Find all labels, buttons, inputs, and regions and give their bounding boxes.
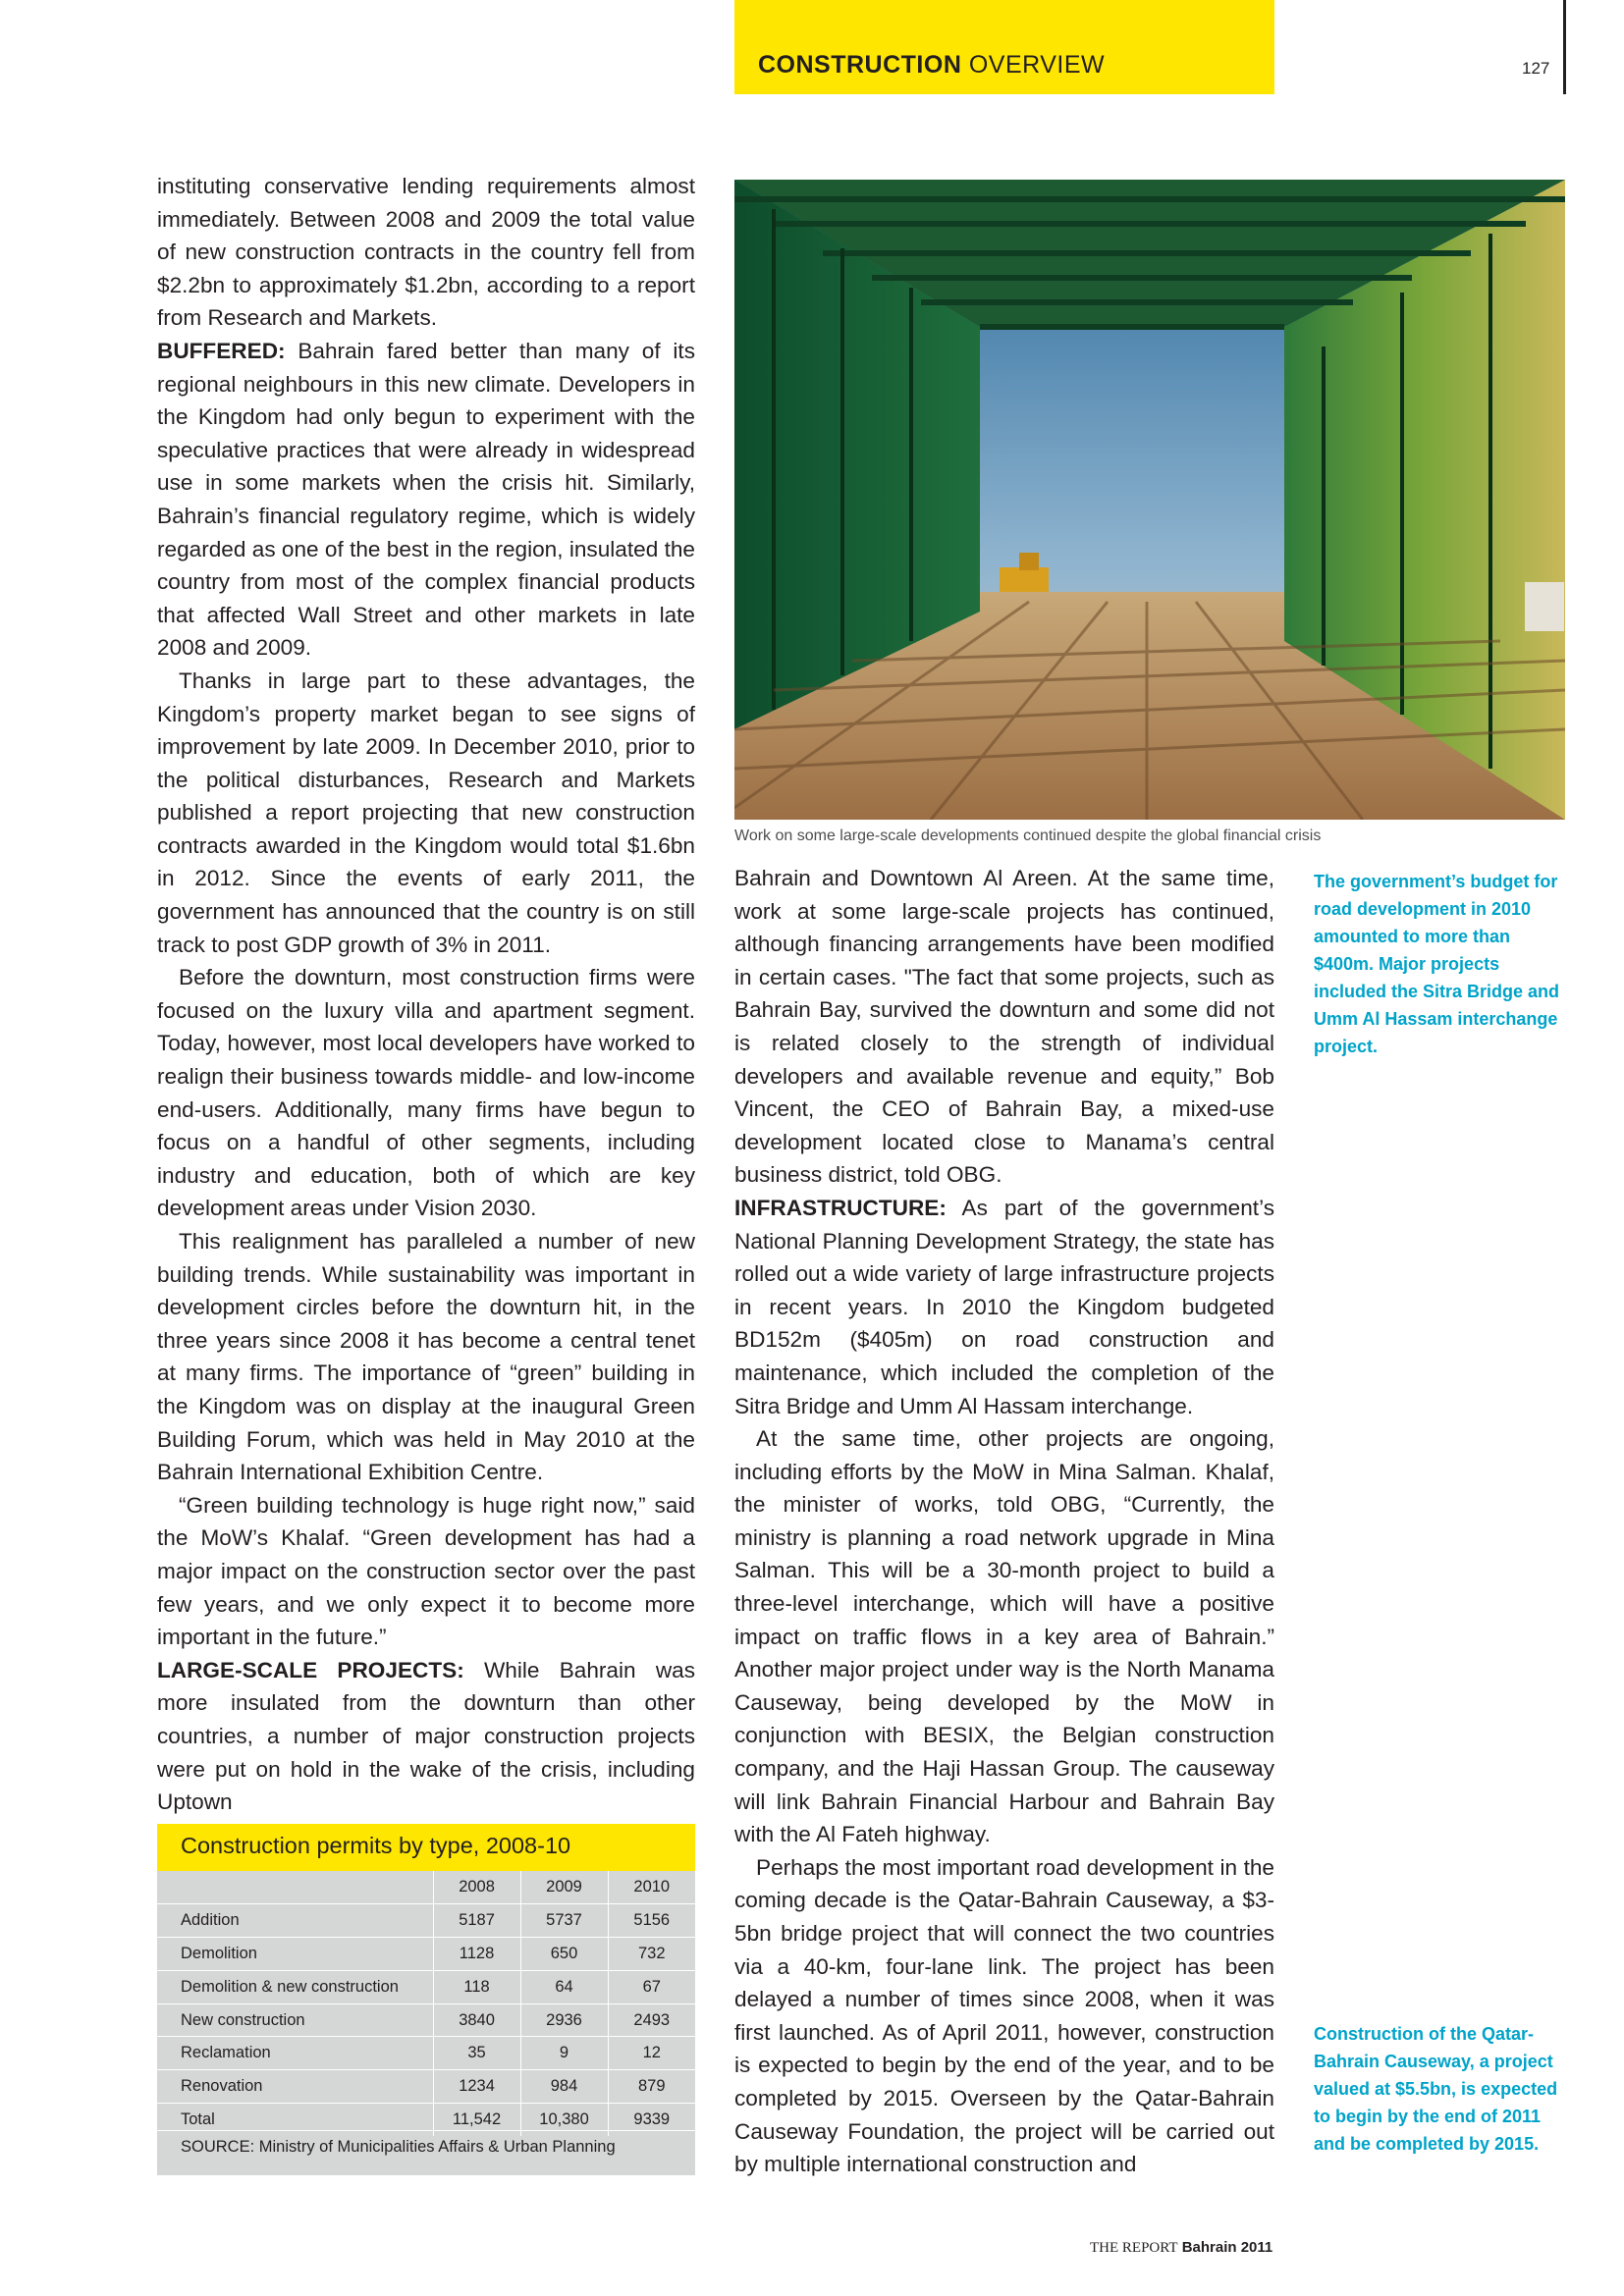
row-label: Demolition xyxy=(157,1938,433,1971)
table-cell: 650 xyxy=(520,1938,608,1971)
table-cell: 5187 xyxy=(433,1904,520,1938)
row-label: New construction xyxy=(157,2003,433,2037)
subhead-large-scale-projects: LARGE-SCALE PROJECTS: xyxy=(157,1657,464,1682)
paragraph: At the same time, other projects are ongoing, including efforts by the MoW in Mina Salman. Khalaf, the minister of works, told OBG, “Currently, the ministry is planning a road network upgrade in Mina Salman. This will be a 30-month project to build a three-level interchange, which will have a positive impact on traffic flows in a key area of Bahrain.” Another major project under way is the North Manama Causeway, being developed by the MoW in conjunction with BESIX, the Belgian construction company, and the Haji Hassan Group. The causeway will link Bahrain Financial Harbour and Bahrain Bay with the Al Fateh highway. xyxy=(734,1426,1274,1847)
paragraph: instituting conservative lending requirements almost immediately. Between 2008 and 2009 the total value of new construction contracts in the country fell from $2.2bn to approximately $1.2bn, according to a report from Research and Markets. xyxy=(157,174,695,331)
paragraph: “Green building technology is huge right now,” said the MoW’s Khalaf. “Green development has had a major impact on the construction sector over the past few years, and we only expect it to become more important in the future.” xyxy=(157,1492,695,1650)
photo-illustration xyxy=(734,180,1565,820)
table-cell: 9339 xyxy=(608,2104,695,2137)
table-cell: 10,380 xyxy=(520,2104,608,2137)
table-row xyxy=(157,1938,695,1971)
paragraph-text: Bahrain fared better than many of its regional neighbours in this new climate. Developers in the Kingdom had only begun to experiment with the speculative practices that were already in widespread use in some markets when the crisis hit. Similarly, Bahrain’s financial regulatory regime, which is widely regarded as one of the best in the region, insulated the country from most of the complex financial products that affected Wall Street and other markets in late 2008 and 2009. xyxy=(157,338,695,661)
construction-site-photo xyxy=(734,180,1565,820)
row-label: Reclamation xyxy=(157,2037,433,2070)
table-header-row xyxy=(157,1871,695,1904)
table-title: Construction permits by type, 2008-10 xyxy=(181,1833,571,1858)
row-label: Addition xyxy=(157,1904,433,1938)
table-cell: 118 xyxy=(433,1970,520,2003)
paragraph-text: While Bahrain was more insulated from the downturn than other countries, a number of major construction projects were put on hold in the wake of the crisis, including Uptown xyxy=(157,1657,695,1815)
table-cell: 3840 xyxy=(433,2003,520,2037)
paragraph xyxy=(157,1654,695,1819)
table-row xyxy=(157,2037,695,2070)
row-label: Renovation xyxy=(157,2070,433,2104)
table-cell: 2936 xyxy=(520,2003,608,2037)
permits-table xyxy=(157,1871,695,2136)
column-header: 2008 xyxy=(433,1871,520,1904)
table-cell: 11,542 xyxy=(433,2104,520,2137)
header-rule xyxy=(1563,0,1566,94)
table-cell: 2493 xyxy=(608,2003,695,2037)
footer-prefix: THE REPORT xyxy=(1090,2240,1178,2256)
paragraph: Perhaps the most important road development in the coming decade is the Qatar-Bahrain Causeway, a $3-5bn bridge project that will connect the two countries via a 40-km, four-lane link. The project has been delayed a number of times since 2008, when it was first launched. As of April 2011, however, construction is expected to begin by the end of the year, and to be completed by 2015. Overseen by the Qatar-Bahrain Causeway Foundation, the project will be carried out by multiple international construction and xyxy=(734,1854,1274,2177)
section-title-rest: OVERVIEW xyxy=(961,51,1106,79)
paragraph: Before the downturn, most construction firms were focused on the luxury villa and apartment segment. Today, however, most local developers have worked to realign their business towards middle- and low-income end-users. Additionally, many firms have begun to focus on a handful of other segments, including industry and education, both of which are key development areas under Vision 2030. xyxy=(157,965,695,1221)
row-label: Demolition & new construction xyxy=(157,1970,433,2003)
table-cell: 67 xyxy=(608,1970,695,2003)
pull-quote-road-budget: The government’s budget for road development in 2010 amounted to more than $400m. Major projects included the Sitra Bridge and Umm Al Hassam interchange project. xyxy=(1314,872,1560,1056)
table-row xyxy=(157,1904,695,1938)
permits-table-box xyxy=(157,1824,695,2175)
table-cell: 12 xyxy=(608,2037,695,2070)
section-title xyxy=(758,51,1105,80)
photo-caption: Work on some large-scale developments continued despite the global financial crisis xyxy=(734,828,1322,844)
middle-column xyxy=(734,862,1274,2181)
table-source-divider xyxy=(157,2130,695,2131)
footer-name: Bahrain 2011 xyxy=(1177,2239,1273,2256)
column-header: 2009 xyxy=(520,1871,608,1904)
section-header-tab xyxy=(734,0,1274,94)
table-source: SOURCE: Ministry of Municipalities Affairs & Urban Planning xyxy=(181,2138,616,2156)
table-cell: 1128 xyxy=(433,1938,520,1971)
page-number: 127 xyxy=(1522,59,1550,78)
subhead-infrastructure: INFRASTRUCTURE: xyxy=(734,1195,947,1220)
paragraph xyxy=(734,1192,1274,1422)
table-row xyxy=(157,1970,695,2003)
table-row xyxy=(157,2003,695,2037)
row-label: Total xyxy=(181,2110,215,2129)
left-column xyxy=(157,170,695,1819)
subhead-buffered: BUFFERED: xyxy=(157,338,286,363)
table-header-blank xyxy=(157,1871,433,1904)
table-cell: 5737 xyxy=(520,1904,608,1938)
paragraph-text: As part of the government’s National Planning Development Strategy, the state has rolled out a wide variety of large infrastructure projects in recent years. In 2010 the Kingdom budgeted BD152m ($405m) on road construction and maintenance, which included the completion of the Sitra Bridge and Umm Al Hassam interchange. xyxy=(734,1195,1274,1418)
table-cell: 5156 xyxy=(608,1904,695,1938)
pull-quote-causeway: Construction of the Qatar-Bahrain Causeway, a project valued at $5.5bn, is expected to begin by the end of 2011 and be completed by 2015. xyxy=(1314,2024,1558,2154)
table-row-total xyxy=(157,2104,695,2137)
table-row xyxy=(157,2070,695,2104)
table-cell: 879 xyxy=(608,2070,695,2104)
table-cell: 35 xyxy=(433,2037,520,2070)
table-cell: 64 xyxy=(520,1970,608,2003)
column-header: 2010 xyxy=(608,1871,695,1904)
paragraph xyxy=(157,335,695,665)
paragraph: This realignment has paralleled a number of new building trends. While sustainability was important in development circles before the downturn hit, in the three years since 2008 it has become a central tenet at many firms. The importance of “green” building in the Kingdom was on display at the inaugural Green Building Forum, which was held in May 2010 at the Bahrain International Exhibition Centre. xyxy=(157,1229,695,1485)
table-cell: 984 xyxy=(520,2070,608,2104)
paragraph: Bahrain and Downtown Al Areen. At the same time, work at some large-scale projects has continued, although financing arrangements have been modified in certain cases. "The fact that some projects, such as Bahrain Bay, survived the downturn and some did not is related closely to the strength of individual developers and available revenue and equity,” Bob Vincent, the CEO of Bahrain Bay, a mixed-use development located close to Manama’s central business district, told OBG. xyxy=(734,866,1274,1188)
table-body xyxy=(157,1904,695,2137)
paragraph: Thanks in large part to these advantages, the Kingdom’s property market began to see signs of improvement by late 2009. In December 2010, prior to the political disturbances, Research and Markets published a report projecting that new construction contracts awarded in the Kingdom would total $1.6bn in 2012. Since the events of early 2011, the government has announced that the country is on still track to post GDP growth of 3% in 2011. xyxy=(157,667,695,957)
table-cell: 732 xyxy=(608,1938,695,1971)
table-cell: 1234 xyxy=(433,2070,520,2104)
section-title-bold: CONSTRUCTION xyxy=(758,51,962,79)
publication-footer xyxy=(1090,2239,1272,2257)
table-cell: 9 xyxy=(520,2037,608,2070)
